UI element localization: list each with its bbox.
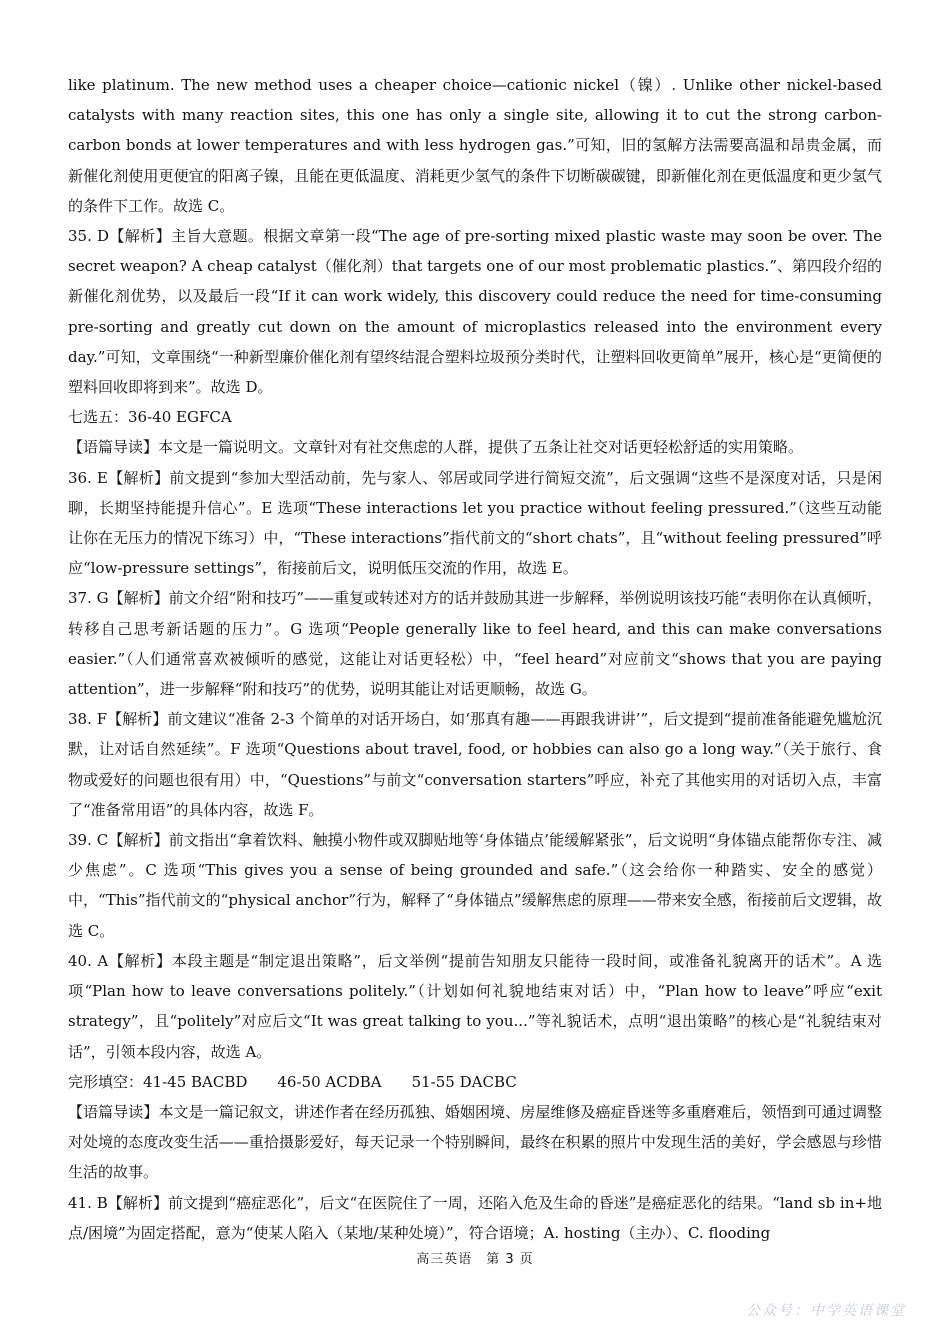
paragraph-41: 41. B【解析】前文提到“癌症恶化”，后文“在医院住了一周，还陷入危及生命的昏迷”是癌症恶化的结果。“land sb in+地点/困境”为固定搭配，意为“使某人陷入（某地/某种处境）”，符合语境；A. hosting（主办）、C. flooding	[68, 1193, 882, 1242]
watermark: 公众号：中学英语课堂	[746, 1303, 906, 1319]
section-heading-seven-choose-five: 七选五：36-40 EGFCA	[68, 408, 232, 427]
answer-explanation-text	[68, 70, 882, 1248]
section-heading-cloze: 完形填空：41-45 BACBD 46-50 ACDBA 51-55 DACBC	[68, 1072, 517, 1091]
paragraph-35: 35. D【解析】主旨大意题。根据文章第一段“The age of pre-sorting mixed plastic waste may soon be over. The secret weapon? A cheap catalyst（催化剂）that targets one of our most problematic plastics.”、第四段介绍的新催化剂优势，以及最后一段“If it can work widely, this discovery could reduce the need for time-consuming pre-sorting and greatly cut down on the amount of microplastics released into the environment every day.”可知，文章围绕“一种新型廉价催化剂有望终结混合塑料垃圾预分类时代，让塑料回收更简单”展开，核心是“更简便的塑料回收即将到来”。故选 D。	[68, 227, 882, 397]
paragraph-38: 38. F【解析】前文建议“准备 2-3 个简单的对话开场白，如‘那真有趣——再跟我讲讲’”，后文提到“提前准备能避免尴尬沉默，让对话自然延续”。F 选项“Questions about travel, food, or hobbies can also go a long way.”（关于旅行、食物或爱好的问题也很有用）中，“Questions”与前文“conversation starters”呼应，补充了其他实用的对话切入点，丰富了“准备常用语”的具体内容，故选 F。	[68, 710, 882, 819]
page-footer: 高三英语 第 3 页	[416, 1252, 534, 1267]
paragraph-39: 39. C【解析】前文指出“拿着饮料、触摸小物件或双脚贴地等‘身体锚点’能缓解紧张”，后文说明“身体锚点能帮你专注、减少焦虑”。C 选项“This gives you a sense of being grounded and safe.”（这会给你一种踏实、安全的感觉）中，“This”指代前文的“physical anchor”行为，解释了“身体锚点”缓解焦虑的原理——带来安全感，衔接前后文逻辑，故选 C。	[68, 831, 882, 940]
passage-guide-2: 【语篇导读】本文是一篇记叙文，讲述作者在经历孤独、婚姻困境、房屋维修及癌症昏迷等多重磨难后，领悟到可通过调整对处境的态度改变生活——重拾摄影爱好，每天记录一个特别瞬间，最终在积累的照片中发现生活的美好，学会感恩与珍惜生活的故事。	[68, 1102, 882, 1182]
passage-guide-1: 【语篇导读】本文是一篇说明文。文章针对有社交焦虑的人群，提供了五条让社交对话更轻松舒适的实用策略。	[68, 438, 804, 457]
paragraph-36: 36. E【解析】前文提到“参加大型活动前，先与家人、邻居或同学进行简短交流”，后文强调“这些不是深度对话，只是闲聊，长期坚持能提升信心”。E 选项“These interactions let you practice without feeling pressured.”（这些互动能让你在无压力的情况下练习）中，“These interactions”指代前文的“short chats”，且“without feeling pressured”呼应“low-pressure settings”，衔接前后文，说明低压交流的作用，故选 E。	[68, 468, 882, 578]
paragraph-40: 40. A【解析】本段主题是“制定退出策略”，后文举例“提前告知朋友只能待一段时间，或准备礼貌离开的话术”。A 选项“Plan how to leave conversations politely.”（计划如何礼貌地结束对话）中，“Plan how to leave”呼应“exit strategy”，且“politely”对应后文“It was great talking to you...”等礼貌话术，点明“退出策略”的核心是“礼貌结束对话”，引领本段内容，故选 A。	[68, 951, 882, 1061]
paragraph-37: 37. G【解析】前文介绍“附和技巧”——重复或转述对方的话并鼓励其进一步解释，举例说明该技巧能“表明你在认真倾听，转移自己思考新话题的压力”。G 选项“People generally like to feel heard, and this can make conversations easier.”（人们通常喜欢被倾听的感觉，这能让对话更轻松）中，“feel heard”对应前文“shows that you are paying attention”，进一步解释“附和技巧”的优势，说明其能让对话更顺畅，故选 G。	[68, 589, 882, 699]
paragraph-34-continuation: like platinum. The new method uses a cheaper choice—cationic nickel（镍）. Unlike other nickel-based catalysts with many reaction sites, this one has only a single site, allowing it to cut the strong carbon-carbon bonds at lower temperatures and with less hydrogen gas.”可知，旧的氢解方法需要高温和昂贵金属，而新催化剂使用更便宜的阳离子镍，且能在更低温度、消耗更少氢气的条件下切断碳碳键，即新催化剂在更低温度和更少氢气的条件下工作。故选 C。	[68, 76, 882, 215]
